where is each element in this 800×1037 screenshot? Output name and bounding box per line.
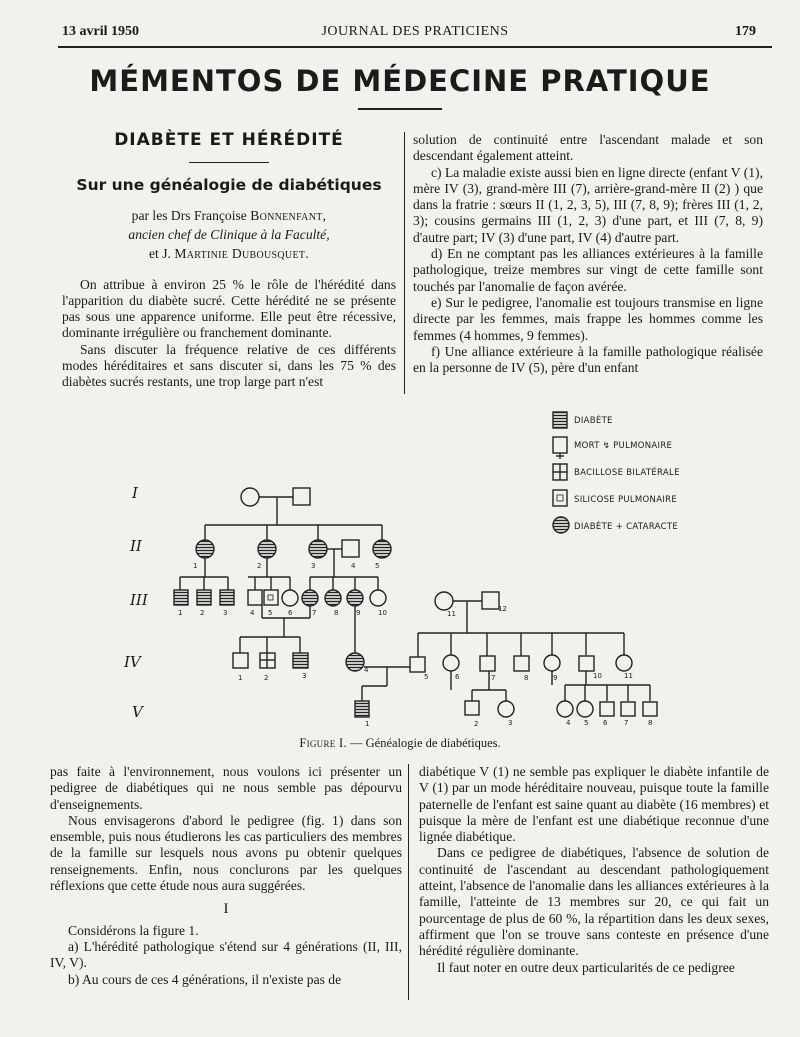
individual-IV-8 — [514, 656, 529, 671]
header-rule — [58, 46, 772, 48]
byline-coauthor-name: Martinie Dubousquet. — [174, 245, 309, 261]
individual-V-4 — [557, 701, 573, 717]
section-rule — [189, 162, 269, 163]
legend-label: MORT ↯ PULMONAIRE — [574, 441, 673, 451]
individual-I-1 — [241, 488, 259, 506]
generation-label-IV: IV — [124, 653, 141, 671]
individual-IV-1 — [233, 653, 248, 668]
svg-text:8: 8 — [334, 609, 339, 617]
section-number: I — [223, 901, 229, 918]
paragraph: pas faite à l'environnement, nous voulons ici présenter un pedigree de diabétiques qui ne nous semble pas dépourvu d'enseignements. — [50, 764, 402, 812]
individual-III-3 — [220, 590, 234, 605]
generation-label-III: III — [130, 591, 148, 609]
svg-text:2: 2 — [474, 720, 479, 728]
individual-V-5 — [577, 701, 593, 717]
paragraph: Dans ce pedigree de diabétiques, l'absence de solution de continuité de l'ascendant au descendant pathologiquement atteint, l'absence de l'anomalie dans les alliances extérieures à la famille, l'atteinte de 13 membres sur 20, ce qui fait un pourcentage de plus de 60 %, la répartition dans les deux sexes, affirment que l'on se trouve sans conteste en présence d'une hérédité régulière dominante. — [419, 845, 769, 959]
svg-text:8: 8 — [524, 674, 529, 682]
caption-text: — Généalogie de diabétiques. — [346, 736, 501, 750]
column-divider — [404, 132, 405, 394]
paragraph: a) L'hérédité pathologique s'étend sur 4 générations (II, III, IV, V). — [50, 938, 402, 971]
svg-text:1: 1 — [193, 562, 198, 570]
svg-text:10: 10 — [378, 609, 387, 617]
svg-text:4: 4 — [351, 562, 356, 570]
svg-text:6: 6 — [455, 673, 460, 681]
page-title: MÉMENTOS DE MÉDECINE PRATIQUE — [89, 64, 711, 98]
svg-text:5: 5 — [584, 719, 589, 727]
paragraph: Considérons la figure 1. — [68, 922, 199, 938]
svg-text:3: 3 — [302, 672, 307, 680]
individual-II-4 — [342, 540, 359, 557]
svg-text:7: 7 — [491, 674, 496, 682]
paragraph: Sans discuter la fréquence relative de ces différents modes héréditaires et sans discuter si, dans les 75 % des diabètes sucrés restants, une trop large part n'est — [62, 341, 396, 390]
individual-III-4 — [248, 590, 262, 605]
individual-IV-7 — [480, 656, 495, 671]
pedigree-figure — [0, 405, 800, 735]
individual-IV-6 — [443, 655, 459, 671]
page-number: 179 — [735, 24, 756, 39]
article-subtitle: Sur une généalogie de diabétiques — [76, 176, 382, 195]
byline-author-name: Bonnenfant, — [250, 207, 327, 223]
paragraph: On attribue à environ 25 % le rôle de l'hérédité dans l'apparition du diabète sucré. Cette hérédité ne se présente pas sous une apparence uniforme. Elle peut être récessive, dominante irrégulière ou franchement dominante. — [62, 276, 396, 341]
individual-IV-12 — [616, 655, 632, 671]
right-column-bottom — [419, 764, 769, 976]
svg-text:9: 9 — [356, 609, 361, 617]
left-column-bottom — [50, 764, 402, 988]
right-column-top — [413, 132, 763, 376]
svg-text:6: 6 — [288, 609, 293, 617]
individual-II-1 — [196, 540, 214, 558]
byline-authors: par les Drs Françoise — [131, 207, 251, 223]
individual-V-3 — [498, 701, 514, 717]
byline-affiliation: ancien chef de Clinique à la Faculté, — [128, 226, 330, 242]
svg-text:7: 7 — [312, 609, 317, 617]
svg-text:3: 3 — [311, 562, 316, 570]
figure-caption — [0, 736, 800, 751]
individual-V-7 — [621, 702, 635, 716]
svg-text:4: 4 — [566, 719, 571, 727]
title-rule — [358, 108, 442, 110]
svg-text:4: 4 — [250, 609, 255, 617]
svg-text:1: 1 — [365, 720, 370, 728]
svg-text:12: 12 — [498, 605, 507, 613]
individual-I-2 — [293, 488, 310, 505]
legend-label: SILICOSE PULMONAIRE — [574, 495, 678, 505]
paragraph: diabétique V (1) ne semble pas expliquer le diabète infantile de V (1) par un mode héréditaire nouveau, puisque toute la famille paternelle de l'enfant est saine quant au diabète (16 membres) et puisque la mère de l'enfant est une diabétique reconnue d'une lignée diabétique. — [419, 764, 769, 845]
individual-III-6 — [282, 590, 298, 606]
paragraph: Il faut noter en outre deux particularités de ce pedigree — [437, 959, 735, 975]
svg-text:5: 5 — [424, 673, 429, 681]
individual-II-5 — [373, 540, 391, 558]
generation-label-V: V — [132, 703, 143, 721]
individual-V-1 — [355, 701, 369, 717]
individual-III-8 — [325, 590, 341, 606]
individual-III-1 — [174, 590, 188, 605]
svg-text:3: 3 — [508, 719, 513, 727]
paragraph: f) Une alliance extérieure à la famille pathologique réalisée en la personne de IV (5), père d'un enfant — [413, 343, 763, 376]
svg-text:1: 1 — [238, 674, 243, 682]
section-heading: DIABÈTE ET HÉRÉDITÉ — [114, 130, 344, 150]
paragraph: c) La maladie existe aussi bien en ligne directe (enfant V (1), mère IV (3), grand-mère III (7), arrière-grand-mère II (2) ) que dans la fratrie : sœurs II (1, 2, 3, 5), III (7, 8, 9); frères III (1, 2, 3); cousins germains III (1, 2, 3) d'une part, et III (7, 8, 9) d'autre part; IV (3) d'une part, IV (4) d'autre part. — [413, 164, 763, 245]
individual-V-6 — [600, 702, 614, 716]
left-column-top — [62, 132, 396, 391]
legend-label: BACILLOSE BILATÉRALE — [574, 468, 680, 478]
svg-text:7: 7 — [624, 719, 629, 727]
caption-label: Figure I. — [299, 736, 347, 750]
legend-symbol-cataract — [553, 517, 569, 533]
journal-name: JOURNAL DES PRATICIENS — [321, 24, 509, 39]
paragraph: Nous envisagerons d'abord le pedigree (fig. 1) dans son ensemble, puis nous étudierons les cas particuliers des membres de la famille sur lesquels nous avons pu obtenir quelques renseignements. Enfin, nous conclurons par les quelques réflexions que cette étude nous aura suggérées. — [50, 812, 402, 894]
individual-III-11 — [435, 592, 453, 610]
svg-text:1: 1 — [178, 609, 183, 617]
svg-text:4: 4 — [364, 666, 369, 674]
svg-text:2: 2 — [257, 562, 262, 570]
paragraph: b) Au cours de ces 4 générations, il n'existe pas de — [68, 971, 342, 987]
individual-V-2 — [465, 701, 479, 715]
svg-text:11: 11 — [447, 610, 456, 618]
byline-coauthor: et J. — [149, 245, 175, 261]
individual-IV-3 — [293, 653, 308, 668]
individual-III-10 — [370, 590, 386, 606]
svg-text:5: 5 — [375, 562, 380, 570]
generation-label-II: II — [130, 537, 142, 555]
svg-text:5: 5 — [268, 609, 273, 617]
svg-text:6: 6 — [603, 719, 608, 727]
individual-IV-4 — [346, 653, 364, 671]
individual-IV-10 — [579, 656, 594, 671]
svg-text:2: 2 — [264, 674, 269, 682]
individual-III-12 — [482, 592, 499, 609]
individual-II-2 — [258, 540, 276, 558]
svg-text:11: 11 — [624, 672, 633, 680]
svg-text:3: 3 — [223, 609, 228, 617]
individual-IV-5 — [410, 657, 425, 672]
svg-text:10: 10 — [593, 672, 602, 680]
svg-text:8: 8 — [648, 719, 653, 727]
generation-label-I: I — [132, 484, 138, 502]
legend-symbol-death — [553, 437, 567, 453]
individual-III-9 — [347, 590, 363, 606]
issue-date: 13 avril 1950 — [62, 24, 139, 39]
running-header — [62, 24, 768, 46]
individual-IV-9 — [544, 655, 560, 671]
column-divider — [408, 764, 409, 1000]
individual-III-7 — [302, 590, 318, 606]
individual-III-2 — [197, 590, 211, 605]
legend-label: DIABÈTE — [574, 416, 613, 426]
svg-text:2: 2 — [200, 609, 205, 617]
paragraph: d) En ne comptant pas les alliances extérieures à la famille pathologique, treize membres sur vingt de cette famille sont touchés par l'anomalie de façon avérée. — [413, 246, 763, 294]
svg-text:9: 9 — [553, 674, 558, 682]
byline — [62, 206, 396, 263]
paragraph: e) Sur le pedigree, l'anomalie est toujours transmise en ligne directe par les femmes, mais frappe les hommes comme les femmes (4 hommes, 9 femmes). — [413, 294, 763, 343]
paragraph: solution de continuité entre l'ascendant malade et son descendant également atteint. — [413, 132, 763, 164]
legend-label: DIABÈTE + CATARACTE — [574, 522, 679, 532]
legend-symbol-diabetes — [553, 412, 567, 428]
individual-II-3 — [309, 540, 327, 558]
individual-V-8 — [643, 702, 657, 716]
